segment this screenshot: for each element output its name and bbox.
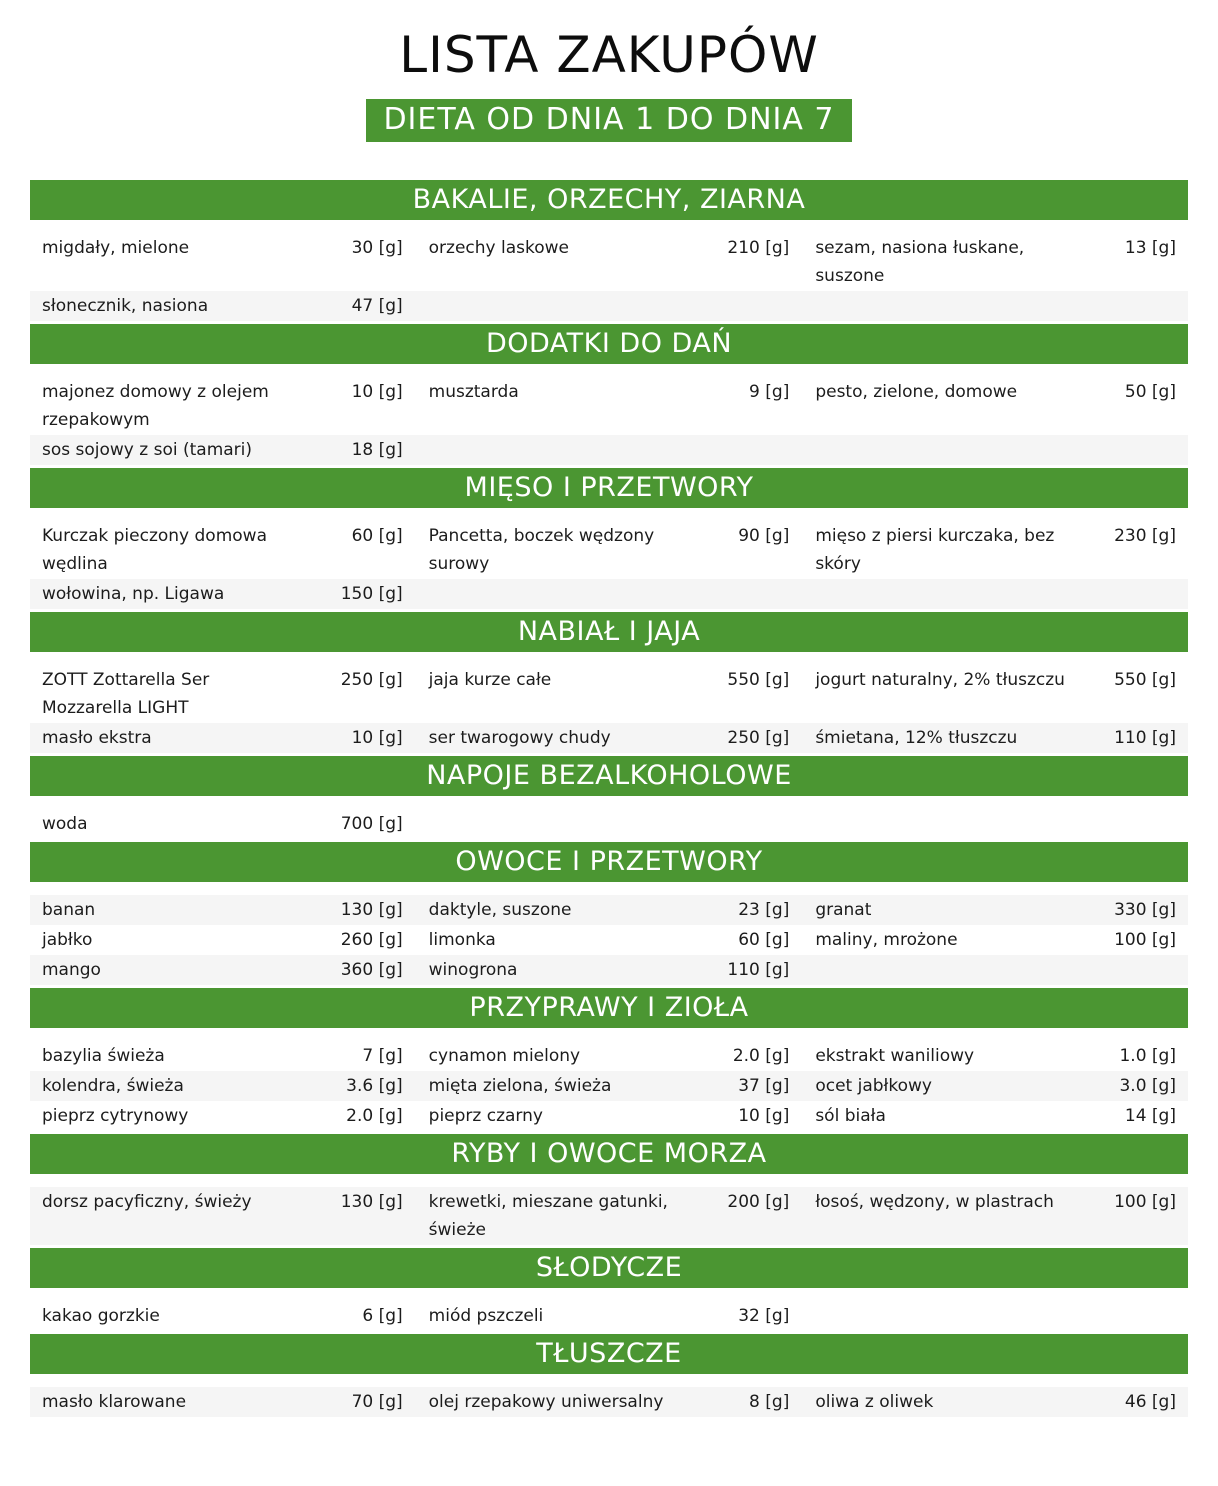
- section-rows: [30, 895, 1188, 985]
- shopping-list-row: [30, 579, 1188, 609]
- item-name: maliny, mrożone: [815, 930, 958, 950]
- page-title: LISTA ZAKUPÓW: [399, 26, 819, 84]
- item-quantity: 250 [g]: [727, 728, 790, 748]
- item-quantity: 8 [g]: [749, 1392, 790, 1412]
- item-name: musztarda: [428, 382, 519, 402]
- item-quantity: 50 [g]: [1124, 382, 1176, 402]
- item-name: dorsz pacyficzny, świeży: [42, 1192, 252, 1212]
- shopping-list-row: [30, 291, 1188, 321]
- shopping-list-row: [30, 665, 1188, 723]
- shopping-list-row: [30, 1387, 1188, 1417]
- item-quantity: 10 [g]: [351, 728, 403, 748]
- section-rows: [30, 665, 1188, 753]
- item-name: Kurczak pieczony domowa wędlina: [42, 526, 267, 574]
- item-quantity: 2.0 [g]: [732, 1046, 790, 1066]
- item-name: migdały, mielone: [42, 238, 190, 258]
- item-quantity: 130 [g]: [340, 900, 403, 920]
- item-name: jogurt naturalny, 2% tłuszczu: [815, 670, 1065, 690]
- section-header: NAPOJE BEZALKOHOLOWE: [30, 756, 1188, 796]
- item-name: daktyle, suszone: [428, 900, 572, 920]
- item-quantity: 330 [g]: [1114, 900, 1176, 920]
- shopping-list-row: [30, 233, 1188, 291]
- item-quantity: 3.0 [g]: [1119, 1076, 1176, 1096]
- item-name: jabłko: [42, 930, 93, 950]
- section-header: TŁUSZCZE: [30, 1334, 1188, 1374]
- item-name: jaja kurze całe: [428, 670, 552, 690]
- subtitle-badge-wrap: [0, 99, 1218, 142]
- item-name: masło klarowane: [42, 1392, 187, 1412]
- item-quantity: 2.0 [g]: [346, 1106, 403, 1126]
- item-quantity: 23 [g]: [738, 900, 790, 920]
- item-name: miód pszczeli: [428, 1306, 544, 1326]
- item-quantity: 210 [g]: [727, 238, 790, 258]
- item-name: pesto, zielone, domowe: [815, 382, 1018, 402]
- item-quantity: 230 [g]: [1114, 526, 1176, 546]
- section-header: RYBY I OWOCE MORZA: [30, 1134, 1188, 1174]
- item-quantity: 70 [g]: [351, 1392, 403, 1412]
- item-quantity: 110 [g]: [1114, 728, 1176, 748]
- item-name: sól biała: [815, 1106, 886, 1126]
- section-rows: [30, 521, 1188, 609]
- item-name: pieprz cytrynowy: [42, 1106, 189, 1126]
- item-quantity: 1.0 [g]: [1119, 1046, 1176, 1066]
- item-name: banan: [42, 900, 96, 920]
- item-quantity: 100 [g]: [1114, 1192, 1176, 1212]
- section-header: NABIAŁ I JAJA: [30, 612, 1188, 652]
- section-rows: [30, 809, 1188, 839]
- shopping-list-row: [30, 377, 1188, 435]
- item-quantity: 14 [g]: [1124, 1106, 1176, 1126]
- item-name: wołowina, np. Ligawa: [42, 584, 225, 604]
- item-name: słonecznik, nasiona: [42, 296, 209, 316]
- item-name: oliwa z oliwek: [815, 1392, 934, 1412]
- item-name: mango: [42, 960, 101, 980]
- item-name: śmietana, 12% tłuszczu: [815, 728, 1018, 748]
- item-name: pieprz czarny: [428, 1106, 543, 1126]
- shopping-list-row: [30, 1071, 1188, 1101]
- item-name: mięso z piersi kurczaka, bez skóry: [815, 526, 1055, 574]
- item-name: ocet jabłkowy: [815, 1076, 932, 1096]
- shopping-list-row: [30, 955, 1188, 985]
- item-quantity: 360 [g]: [340, 960, 403, 980]
- item-name: ZOTT Zottarella Ser Mozzarella LIGHT: [42, 670, 210, 718]
- item-name: sos sojowy z soi (tamari): [42, 440, 253, 460]
- item-name: majonez domowy z olejem rzepakowym: [42, 382, 269, 430]
- section-rows: [30, 1041, 1188, 1131]
- shopping-list: [30, 180, 1188, 1417]
- shopping-list-row: [30, 1041, 1188, 1071]
- item-name: cynamon mielony: [428, 1046, 581, 1066]
- item-name: orzechy laskowe: [428, 238, 570, 258]
- item-name: woda: [42, 814, 88, 834]
- item-name: granat: [815, 900, 872, 920]
- item-quantity: 250 [g]: [340, 670, 403, 690]
- section-header: OWOCE I PRZETWORY: [30, 842, 1188, 882]
- item-quantity: 150 [g]: [340, 584, 403, 604]
- item-name: winogrona: [428, 960, 518, 980]
- item-name: limonka: [428, 930, 496, 950]
- section-header: DODATKI DO DAŃ: [30, 324, 1188, 364]
- diet-range-badge: DIETA OD DNIA 1 DO DNIA 7: [366, 99, 851, 142]
- shopping-list-row: [30, 925, 1188, 955]
- item-quantity: 130 [g]: [340, 1192, 403, 1212]
- item-quantity: 260 [g]: [340, 930, 403, 950]
- shopping-list-row: [30, 435, 1188, 465]
- item-quantity: 200 [g]: [727, 1192, 790, 1212]
- item-quantity: 90 [g]: [738, 526, 790, 546]
- shopping-list-row: [30, 723, 1188, 753]
- section-rows: [30, 1387, 1188, 1417]
- shopping-list-row: [30, 895, 1188, 925]
- section-header: PRZYPRAWY I ZIOŁA: [30, 988, 1188, 1028]
- item-quantity: 60 [g]: [351, 526, 403, 546]
- section-rows: [30, 233, 1188, 321]
- item-quantity: 60 [g]: [738, 930, 790, 950]
- item-quantity: 47 [g]: [351, 296, 403, 316]
- item-quantity: 700 [g]: [340, 814, 403, 834]
- item-name: ekstrakt waniliowy: [815, 1046, 975, 1066]
- item-quantity: 10 [g]: [351, 382, 403, 402]
- item-name: kakao gorzkie: [42, 1306, 160, 1326]
- section-rows: [30, 1301, 1188, 1331]
- shopping-list-row: [30, 809, 1188, 839]
- item-name: masło ekstra: [42, 728, 152, 748]
- item-name: sezam, nasiona łuskane, suszone: [815, 238, 1025, 286]
- item-name: kolendra, świeża: [42, 1076, 184, 1096]
- section-rows: [30, 1187, 1188, 1245]
- item-name: krewetki, mieszane gatunki, świeże: [428, 1192, 668, 1240]
- item-name: łosoś, wędzony, w plastrach: [815, 1192, 1054, 1212]
- section-rows: [30, 377, 1188, 465]
- item-quantity: 7 [g]: [362, 1046, 403, 1066]
- item-name: ser twarogowy chudy: [428, 728, 611, 748]
- item-quantity: 100 [g]: [1114, 930, 1176, 950]
- item-name: mięta zielona, świeża: [428, 1076, 612, 1096]
- shopping-list-row: [30, 1301, 1188, 1331]
- item-quantity: 6 [g]: [362, 1306, 403, 1326]
- item-quantity: 9 [g]: [749, 382, 790, 402]
- item-quantity: 30 [g]: [351, 238, 403, 258]
- item-quantity: 32 [g]: [738, 1306, 790, 1326]
- item-name: olej rzepakowy uniwersalny: [428, 1392, 664, 1412]
- item-name: Pancetta, boczek wędzony surowy: [428, 526, 655, 574]
- item-quantity: 550 [g]: [1114, 670, 1176, 690]
- item-quantity: 37 [g]: [738, 1076, 790, 1096]
- item-quantity: 550 [g]: [727, 670, 790, 690]
- shopping-list-row: [30, 521, 1188, 579]
- section-header: MIĘSO I PRZETWORY: [30, 468, 1188, 508]
- item-quantity: 13 [g]: [1124, 238, 1176, 258]
- item-name: bazylia świeża: [42, 1046, 165, 1066]
- shopping-list-row: [30, 1187, 1188, 1245]
- item-quantity: 10 [g]: [738, 1106, 790, 1126]
- item-quantity: 110 [g]: [727, 960, 790, 980]
- shopping-list-row: [30, 1101, 1188, 1131]
- section-header: BAKALIE, ORZECHY, ZIARNA: [30, 180, 1188, 220]
- item-quantity: 3.6 [g]: [346, 1076, 403, 1096]
- section-header: SŁODYCZE: [30, 1248, 1188, 1288]
- item-quantity: 46 [g]: [1124, 1392, 1176, 1412]
- item-quantity: 18 [g]: [351, 440, 403, 460]
